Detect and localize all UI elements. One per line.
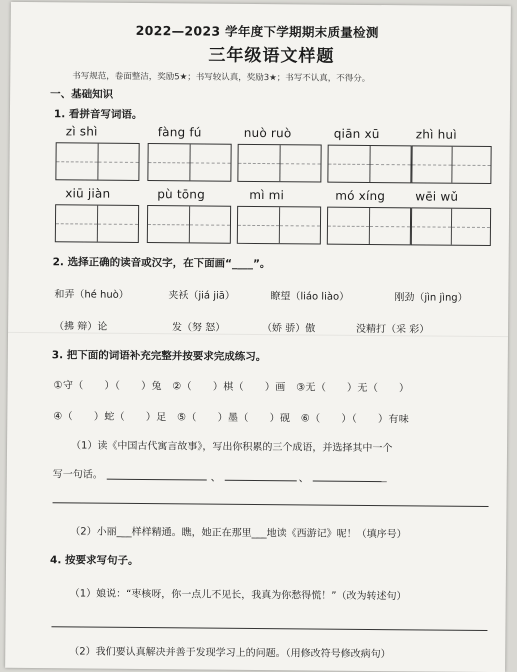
q3-line-2[interactable]: ④（ ）蛇（ ）足 ⑤（ ）墨（ ）砚 ⑥（ ）（ ）有味 — [53, 411, 410, 426]
writing-grid-5[interactable] — [411, 145, 491, 184]
q2-item-5[interactable]: （拂 辩）论 — [54, 321, 108, 333]
q4-prompt: 4. 按要求写句子。 — [49, 554, 139, 567]
q2-item-1[interactable]: 和弄（hé huò） — [54, 289, 129, 301]
writing-grid-7[interactable] — [147, 205, 231, 244]
idiom-blank-1[interactable] — [107, 479, 207, 481]
q2-prompt: 2. 选择正确的读音或汉字，在下面画“____”。 — [52, 256, 271, 271]
idiom-blank-3[interactable] — [313, 480, 387, 482]
q2-item-6[interactable]: 发（努 怒） — [172, 322, 226, 334]
q3-sub2-text: （2）小丽___样样精通。瞧，她正在那里___地读《西游记》呢！（填序号） — [70, 526, 407, 541]
writing-grid-4[interactable] — [327, 145, 411, 184]
q2-item-4[interactable]: 刚劲（jìn jìng） — [394, 292, 468, 304]
q3-sub1-cont: 写一句话。 — [52, 469, 103, 481]
writing-grid-2[interactable] — [147, 143, 231, 182]
idiom-sep-2: 、 — [298, 473, 309, 485]
q4-sub2-text: （2）我们要认真解决并善于发现学习上的问题。（用修改符号修改病句） — [69, 646, 391, 661]
q2-item-2[interactable]: 夹袄（jiá jiā） — [168, 290, 235, 302]
pinyin-3: nuò ruò — [243, 125, 292, 141]
pinyin-7: pù tōng — [157, 187, 206, 202]
q4-sub1-text: （1）娘说：“枣核呀，你一点儿不见长，我真为你愁得慌！”（改为转述句） — [69, 588, 407, 603]
writing-grid-10[interactable] — [411, 207, 491, 246]
exam-title: 2022—2023 学年度下学期期末质量检测 — [135, 22, 379, 41]
section-heading: 一、基础知识 — [50, 88, 114, 101]
writing-grid-6[interactable] — [55, 204, 139, 243]
idiom-blank-2[interactable] — [225, 480, 297, 482]
q3-sub1-text: （1）读《中国古代寓言故事》，写出你积累的三个成语，并选择其中一个 — [70, 440, 393, 455]
writing-note: 书写规范，卷面整洁，奖励5★；书写较认真，奖励3★；书写不认真，不得分。 — [72, 71, 371, 84]
pinyin-1: zì shì — [65, 124, 98, 139]
pinyin-4: qiān xū — [333, 126, 380, 142]
q2-item-8[interactable]: 没精打（采 彩） — [356, 323, 430, 336]
q2-item-3[interactable]: 瞭望（liáo liào） — [270, 291, 350, 303]
pinyin-5: zhì huì — [415, 127, 457, 142]
writing-grid-9[interactable] — [327, 207, 411, 246]
q3-prompt: 3. 把下面的词语补充完整并按要求完成练习。 — [51, 349, 267, 364]
paper-fold — [8, 332, 508, 337]
q2-item-7[interactable]: （娇 骄）傲 — [262, 323, 316, 335]
q4-answer-line[interactable] — [51, 626, 487, 631]
sentence-answer-line[interactable] — [53, 502, 489, 507]
pinyin-6: xiū jiàn — [65, 186, 111, 201]
pinyin-10: wēi wǔ — [415, 189, 459, 204]
exam-subtitle: 三年级语文样题 — [208, 45, 335, 67]
q1-prompt: 1. 看拼音写词语。 — [53, 108, 143, 121]
idiom-sep-1: 、 — [210, 472, 221, 484]
pinyin-8: mì mi — [249, 187, 285, 203]
pinyin-2: fàng fú — [157, 125, 202, 140]
writing-grid-8[interactable] — [237, 206, 321, 245]
writing-grid-1[interactable] — [55, 142, 139, 181]
writing-grid-3[interactable] — [237, 144, 321, 183]
q3-line-1[interactable]: ①守（ ）（ ）兔 ②（ ）棋（ ）画 ③无（ ）无（ ） — [53, 380, 410, 395]
pinyin-9: mó xíng — [335, 188, 386, 204]
exam-paper — [5, 2, 511, 672]
